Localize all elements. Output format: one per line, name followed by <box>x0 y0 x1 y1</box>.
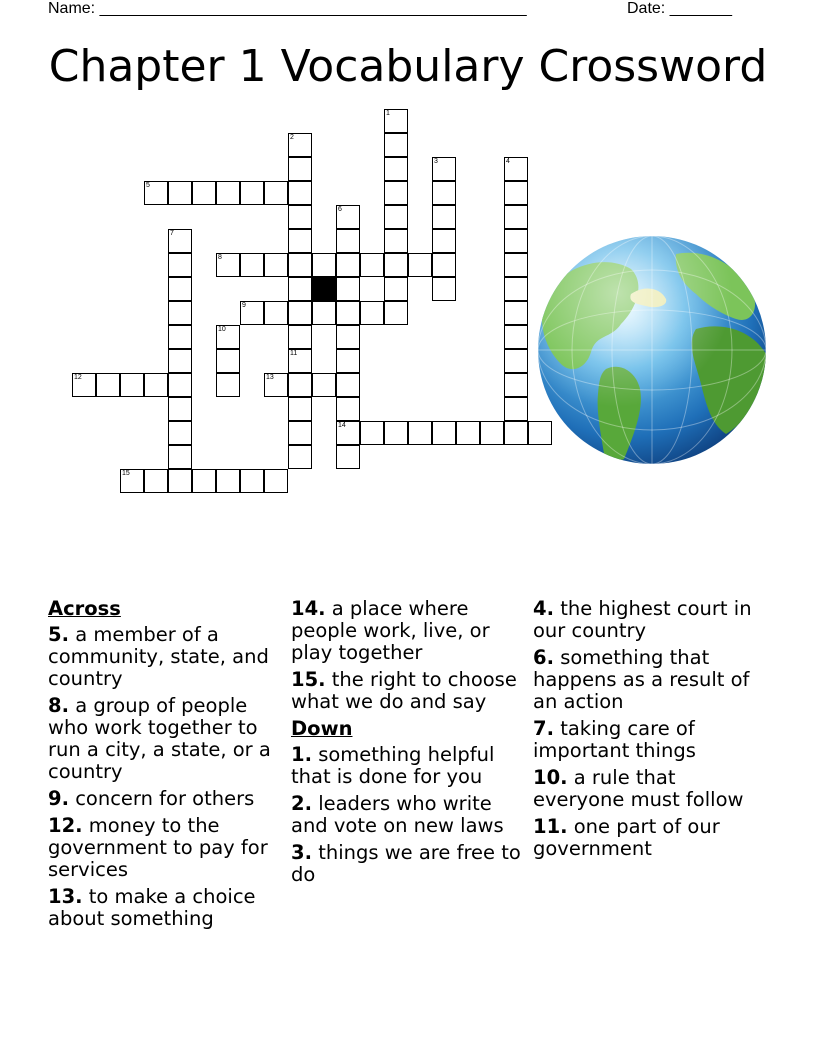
clue-number-label: 5. <box>48 623 69 646</box>
grid-cell[interactable] <box>120 469 144 493</box>
grid-cell[interactable] <box>288 349 312 373</box>
grid-cell[interactable] <box>504 349 528 373</box>
grid-cell[interactable] <box>288 325 312 349</box>
clue-item <box>533 598 769 642</box>
clue-item <box>48 788 284 810</box>
name-line[interactable]: ________________________________________________ <box>99 0 527 17</box>
grid-cell[interactable] <box>216 253 240 277</box>
grid-cell[interactable] <box>168 253 192 277</box>
clue-number-label: 9. <box>48 787 69 810</box>
clue-item <box>48 695 284 783</box>
grid-cell[interactable] <box>288 301 312 325</box>
grid-cell[interactable] <box>288 373 312 397</box>
clue-text: things we are free to do <box>291 841 521 886</box>
across-heading: Across <box>48 597 121 620</box>
grid-cell[interactable] <box>264 469 288 493</box>
grid-cell[interactable] <box>504 157 528 181</box>
clue-text: the right to choose what we do and say <box>291 668 517 713</box>
grid-cell[interactable] <box>504 397 528 421</box>
grid-cell[interactable] <box>144 373 168 397</box>
grid-cell[interactable] <box>432 157 456 181</box>
grid-cell[interactable] <box>288 421 312 445</box>
grid-cell[interactable] <box>360 301 384 325</box>
clue-text: one part of our government <box>533 815 720 860</box>
grid-cell[interactable] <box>336 277 360 301</box>
grid-cell[interactable] <box>240 469 264 493</box>
grid-cell[interactable] <box>336 325 360 349</box>
grid-cell[interactable] <box>384 157 408 181</box>
grid-cell[interactable] <box>192 469 216 493</box>
grid-cell[interactable] <box>336 373 360 397</box>
grid-cell[interactable] <box>360 421 384 445</box>
clue-number-label: 10. <box>533 766 568 789</box>
grid-cell[interactable] <box>432 229 456 253</box>
clue-text: a place where people work, live, or play together <box>291 597 490 664</box>
grid-cell[interactable] <box>216 469 240 493</box>
grid-cell[interactable] <box>288 277 312 301</box>
grid-cell[interactable] <box>264 181 288 205</box>
grid-cell[interactable] <box>432 253 456 277</box>
clue-text: something that happens as a result of an action <box>533 646 750 713</box>
grid-cell[interactable] <box>168 421 192 445</box>
grid-cell[interactable] <box>168 445 192 469</box>
clue-number: 12 <box>74 374 82 381</box>
clue-number-label: 6. <box>533 646 554 669</box>
grid-cell[interactable] <box>216 373 240 397</box>
clue-text: leaders who write and vote on new laws <box>291 792 504 837</box>
grid-cell[interactable] <box>504 229 528 253</box>
clue-text: taking care of important things <box>533 717 696 762</box>
grid-cell[interactable] <box>264 301 288 325</box>
grid-cell[interactable] <box>168 397 192 421</box>
grid-cell[interactable] <box>504 253 528 277</box>
grid-cell[interactable] <box>312 373 336 397</box>
grid-cell[interactable] <box>336 253 360 277</box>
grid-cell[interactable] <box>408 253 432 277</box>
clue-item <box>48 815 284 881</box>
clue-number: 8 <box>218 254 222 261</box>
clues-column-2 <box>291 598 527 891</box>
clue-number-label: 11. <box>533 815 568 838</box>
grid-cell[interactable] <box>504 277 528 301</box>
clue-item <box>48 624 284 690</box>
grid-cell[interactable] <box>336 301 360 325</box>
clue-number-label: 14. <box>291 597 326 620</box>
grid-cell[interactable] <box>336 349 360 373</box>
grid-cell[interactable] <box>144 181 168 205</box>
clue-text: the highest court in our country <box>533 597 752 642</box>
clue-item <box>48 886 284 930</box>
grid-cell[interactable] <box>336 205 360 229</box>
grid-cell[interactable] <box>168 469 192 493</box>
clues-column-1 <box>48 598 284 935</box>
grid-cell[interactable] <box>360 253 384 277</box>
grid-cell[interactable] <box>384 301 408 325</box>
grid-cell[interactable] <box>168 373 192 397</box>
grid-cell[interactable] <box>504 325 528 349</box>
grid-cell[interactable] <box>216 181 240 205</box>
grid-cell[interactable] <box>456 421 480 445</box>
clue-text: money to the government to pay for services <box>48 814 268 881</box>
clue-item <box>291 669 527 713</box>
grid-cell[interactable] <box>168 325 192 349</box>
grid-cell[interactable] <box>384 421 408 445</box>
clue-number-label: 13. <box>48 885 83 908</box>
black-cell <box>312 277 336 301</box>
clue-number: 7 <box>170 230 174 237</box>
clue-number: 14 <box>338 422 346 429</box>
grid-cell[interactable] <box>504 181 528 205</box>
grid-cell[interactable] <box>504 421 528 445</box>
grid-cell[interactable] <box>384 253 408 277</box>
clue-item <box>291 598 527 664</box>
grid-cell[interactable] <box>216 349 240 373</box>
clue-item <box>291 744 527 788</box>
grid-cell[interactable] <box>432 277 456 301</box>
clue-item <box>533 718 769 762</box>
grid-cell[interactable] <box>504 205 528 229</box>
clue-number: 9 <box>242 302 246 309</box>
grid-cell[interactable] <box>240 253 264 277</box>
clue-number: 5 <box>146 182 150 189</box>
clue-number: 10 <box>218 326 226 333</box>
grid-cell[interactable] <box>408 421 432 445</box>
grid-cell[interactable] <box>264 253 288 277</box>
clue-number-label: 8. <box>48 694 69 717</box>
grid-cell[interactable] <box>72 373 96 397</box>
grid-cell[interactable] <box>288 253 312 277</box>
grid-cell[interactable] <box>504 373 528 397</box>
clue-number-label: 4. <box>533 597 554 620</box>
clue-item <box>533 647 769 713</box>
grid-cell[interactable] <box>432 181 456 205</box>
clue-number: 6 <box>338 206 342 213</box>
clue-number: 4 <box>506 158 510 165</box>
clues-column-3 <box>533 598 769 865</box>
grid-cell[interactable] <box>288 229 312 253</box>
grid-cell[interactable] <box>240 181 264 205</box>
grid-cell[interactable] <box>432 205 456 229</box>
clue-item <box>533 767 769 811</box>
date-label: Date: <box>627 0 666 17</box>
grid-cell[interactable] <box>288 205 312 229</box>
clue-number: 13 <box>266 374 274 381</box>
grid-cell[interactable] <box>336 445 360 469</box>
clue-number-label: 12. <box>48 814 83 837</box>
clue-text: a member of a community, state, and country <box>48 623 269 690</box>
grid-cell[interactable] <box>288 157 312 181</box>
clue-text: a rule that everyone must follow <box>533 766 744 811</box>
grid-cell[interactable] <box>192 181 216 205</box>
clue-item <box>291 793 527 837</box>
grid-cell[interactable] <box>96 373 120 397</box>
grid-cell[interactable] <box>120 373 144 397</box>
grid-cell[interactable] <box>336 421 360 445</box>
grid-cell[interactable] <box>168 349 192 373</box>
grid-cell[interactable] <box>144 469 168 493</box>
down-heading: Down <box>291 717 353 740</box>
grid-cell[interactable] <box>288 397 312 421</box>
grid-cell[interactable] <box>168 181 192 205</box>
clue-number: 11 <box>290 350 298 357</box>
clue-number: 2 <box>290 134 294 141</box>
grid-cell[interactable] <box>168 277 192 301</box>
date-line[interactable]: _______ <box>669 0 732 17</box>
grid-cell[interactable] <box>384 181 408 205</box>
grid-cell[interactable] <box>384 205 408 229</box>
clue-number-label: 2. <box>291 792 312 815</box>
grid-cell[interactable] <box>240 301 264 325</box>
earth-globe-icon <box>536 234 768 466</box>
grid-cell[interactable] <box>336 397 360 421</box>
grid-cell[interactable] <box>336 229 360 253</box>
clue-item <box>291 842 527 886</box>
grid-cell[interactable] <box>288 181 312 205</box>
grid-cell[interactable] <box>216 325 240 349</box>
clue-number-label: 15. <box>291 668 326 691</box>
clue-number: 15 <box>122 470 130 477</box>
grid-cell[interactable] <box>312 253 336 277</box>
grid-cell[interactable] <box>384 109 408 133</box>
clue-text: a group of people who work together to run a city, a state, or a country <box>48 694 271 783</box>
grid-cell[interactable] <box>264 373 288 397</box>
grid-cell[interactable] <box>312 301 336 325</box>
grid-cell[interactable] <box>384 133 408 157</box>
page-title: Chapter 1 Vocabulary Crossword <box>48 41 768 92</box>
clue-number-label: 3. <box>291 841 312 864</box>
name-label: Name: <box>48 0 96 17</box>
clue-number-label: 1. <box>291 743 312 766</box>
clue-item <box>533 816 769 860</box>
clue-number: 3 <box>434 158 438 165</box>
clue-text: to make a choice about something <box>48 885 256 930</box>
grid-cell[interactable] <box>384 229 408 253</box>
clue-number: 1 <box>386 110 390 117</box>
grid-cell[interactable] <box>504 301 528 325</box>
grid-cell[interactable] <box>288 445 312 469</box>
clue-text: something helpful that is done for you <box>291 743 495 788</box>
grid-cell[interactable] <box>168 301 192 325</box>
grid-cell[interactable] <box>168 229 192 253</box>
clue-text: concern for others <box>75 787 255 810</box>
grid-cell[interactable] <box>480 421 504 445</box>
grid-cell[interactable] <box>432 421 456 445</box>
grid-cell[interactable] <box>288 133 312 157</box>
grid-cell[interactable] <box>384 277 408 301</box>
clue-number-label: 7. <box>533 717 554 740</box>
